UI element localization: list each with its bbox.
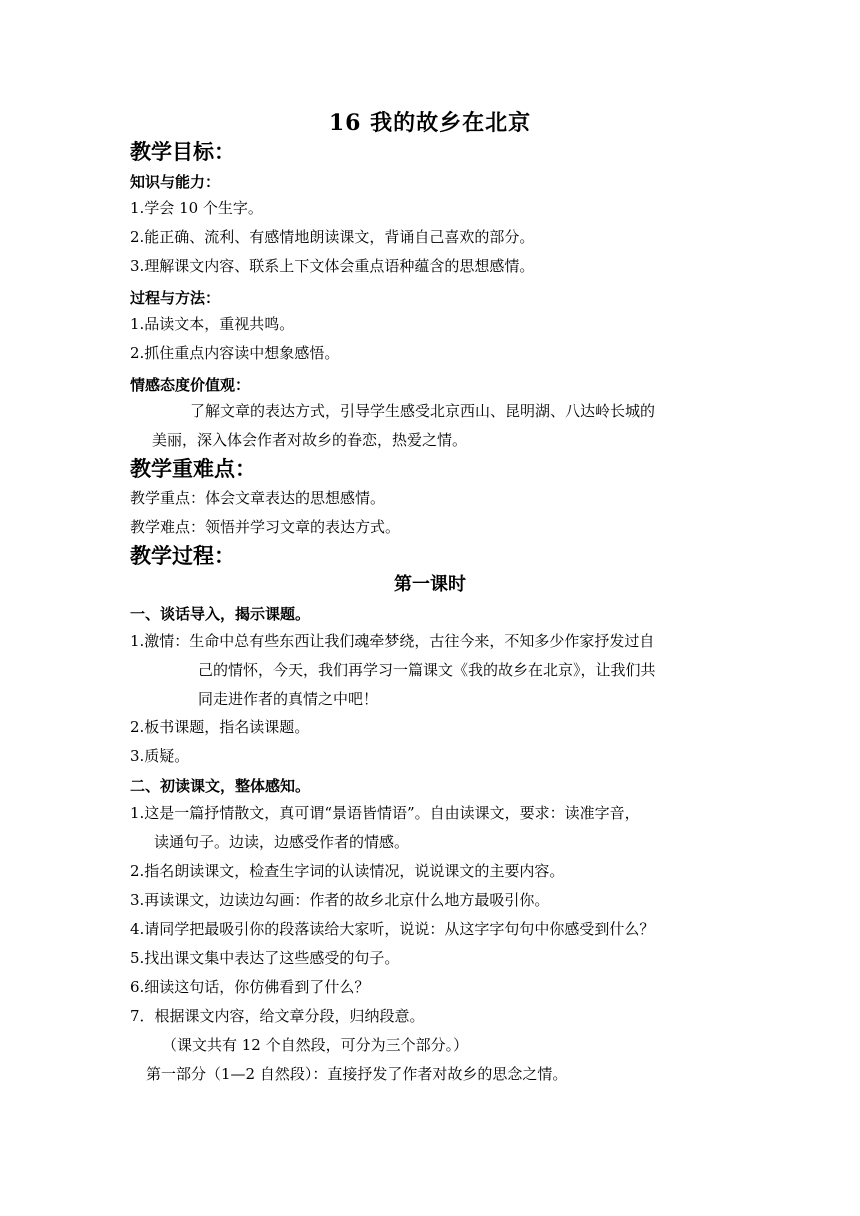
part-1-title: 一、谈话导入，揭示课题。 — [130, 605, 311, 623]
part-2-item-2: 2.指名朗读课文，检查生字词的认读情况，说说课文的主要内容。 — [130, 862, 565, 880]
heading-objectives: 教学目标： — [130, 140, 235, 164]
part-one-summary: 第一部分（1—2 自然段）：直接抒发了作者对故乡的思念之情。 — [146, 1065, 568, 1083]
part-2-item-1-line-1: 1.这是一篇抒情散文，真可谓“景语皆情语”。自由读课文，要求：读准字音， — [130, 804, 640, 822]
heading-knowledge: 知识与能力： — [130, 173, 221, 191]
lesson-1-heading: 第一课时 — [394, 574, 466, 595]
part-2-item-5: 5.找出课文集中表达了这些感受的句子。 — [130, 949, 400, 967]
heading-key-points: 教学重难点： — [130, 457, 256, 481]
knowledge-item-1: 1.学会 10 个生字。 — [130, 199, 263, 217]
paragraph-note: （课文共有 12 个自然段，可分为三个部分。） — [162, 1036, 469, 1054]
part-2-title: 二、初读课文，整体感知。 — [130, 777, 311, 795]
part-2-item-7: 7．根据课文内容，给文章分段，归纳段意。 — [130, 1007, 425, 1025]
knowledge-item-2: 2.能正确、流利、有感情地朗读课文，背诵自己喜欢的部分。 — [130, 228, 535, 246]
document-title: 16 我的故乡在北京 — [328, 110, 532, 136]
emotion-text-line-2: 美丽，深入体会作者对故乡的眷恋，热爱之情。 — [152, 431, 468, 449]
part-1-item-1-line-2: 己的情怀，今天，我们再学习一篇课文《我的故乡在北京》，让我们共 — [198, 661, 656, 679]
process-item-2: 2.抓住重点内容读中想象感悟。 — [130, 344, 340, 362]
key-point: 教学重点：体会文章表达的思想感情。 — [130, 489, 386, 507]
heading-process: 教学过程： — [130, 544, 235, 568]
heading-emotion: 情感态度价值观： — [130, 376, 251, 394]
knowledge-item-3: 3.理解课文内容、联系上下文体会重点语种蕴含的思想感情。 — [130, 257, 535, 275]
part-1-item-2: 2.板书课题，指名读课题。 — [130, 718, 310, 736]
part-2-item-3: 3.再读课文，边读边勾画：作者的故乡北京什么地方最吸引你。 — [130, 891, 550, 909]
process-item-1: 1.品读文本，重视共鸣。 — [130, 315, 295, 333]
part-2-item-6: 6.细读这句话，你仿佛看到了什么？ — [130, 978, 370, 996]
part-2-item-4: 4.请同学把最吸引你的段落读给大家听，说说：从这字字句句中你感受到什么？ — [130, 920, 655, 938]
part-1-item-3: 3.质疑。 — [130, 747, 190, 765]
part-2-item-1-line-2: 读通句子。边读，边感受作者的情感。 — [154, 833, 410, 851]
part-1-item-1-line-3: 同走进作者的真情之中吧！ — [198, 690, 379, 708]
difficult-point: 教学难点：领悟并学习文章的表达方式。 — [130, 518, 401, 536]
heading-process-method: 过程与方法： — [130, 289, 221, 307]
emotion-text-line-1: 了解文章的表达方式，引导学生感受北京西山、昆明湖、八达岭长城的 — [190, 402, 656, 420]
part-1-item-1-line-1: 1.激情：生命中总有些东西让我们魂牵梦绕，古往今来，不知多少作家抒发过自 — [130, 632, 655, 650]
